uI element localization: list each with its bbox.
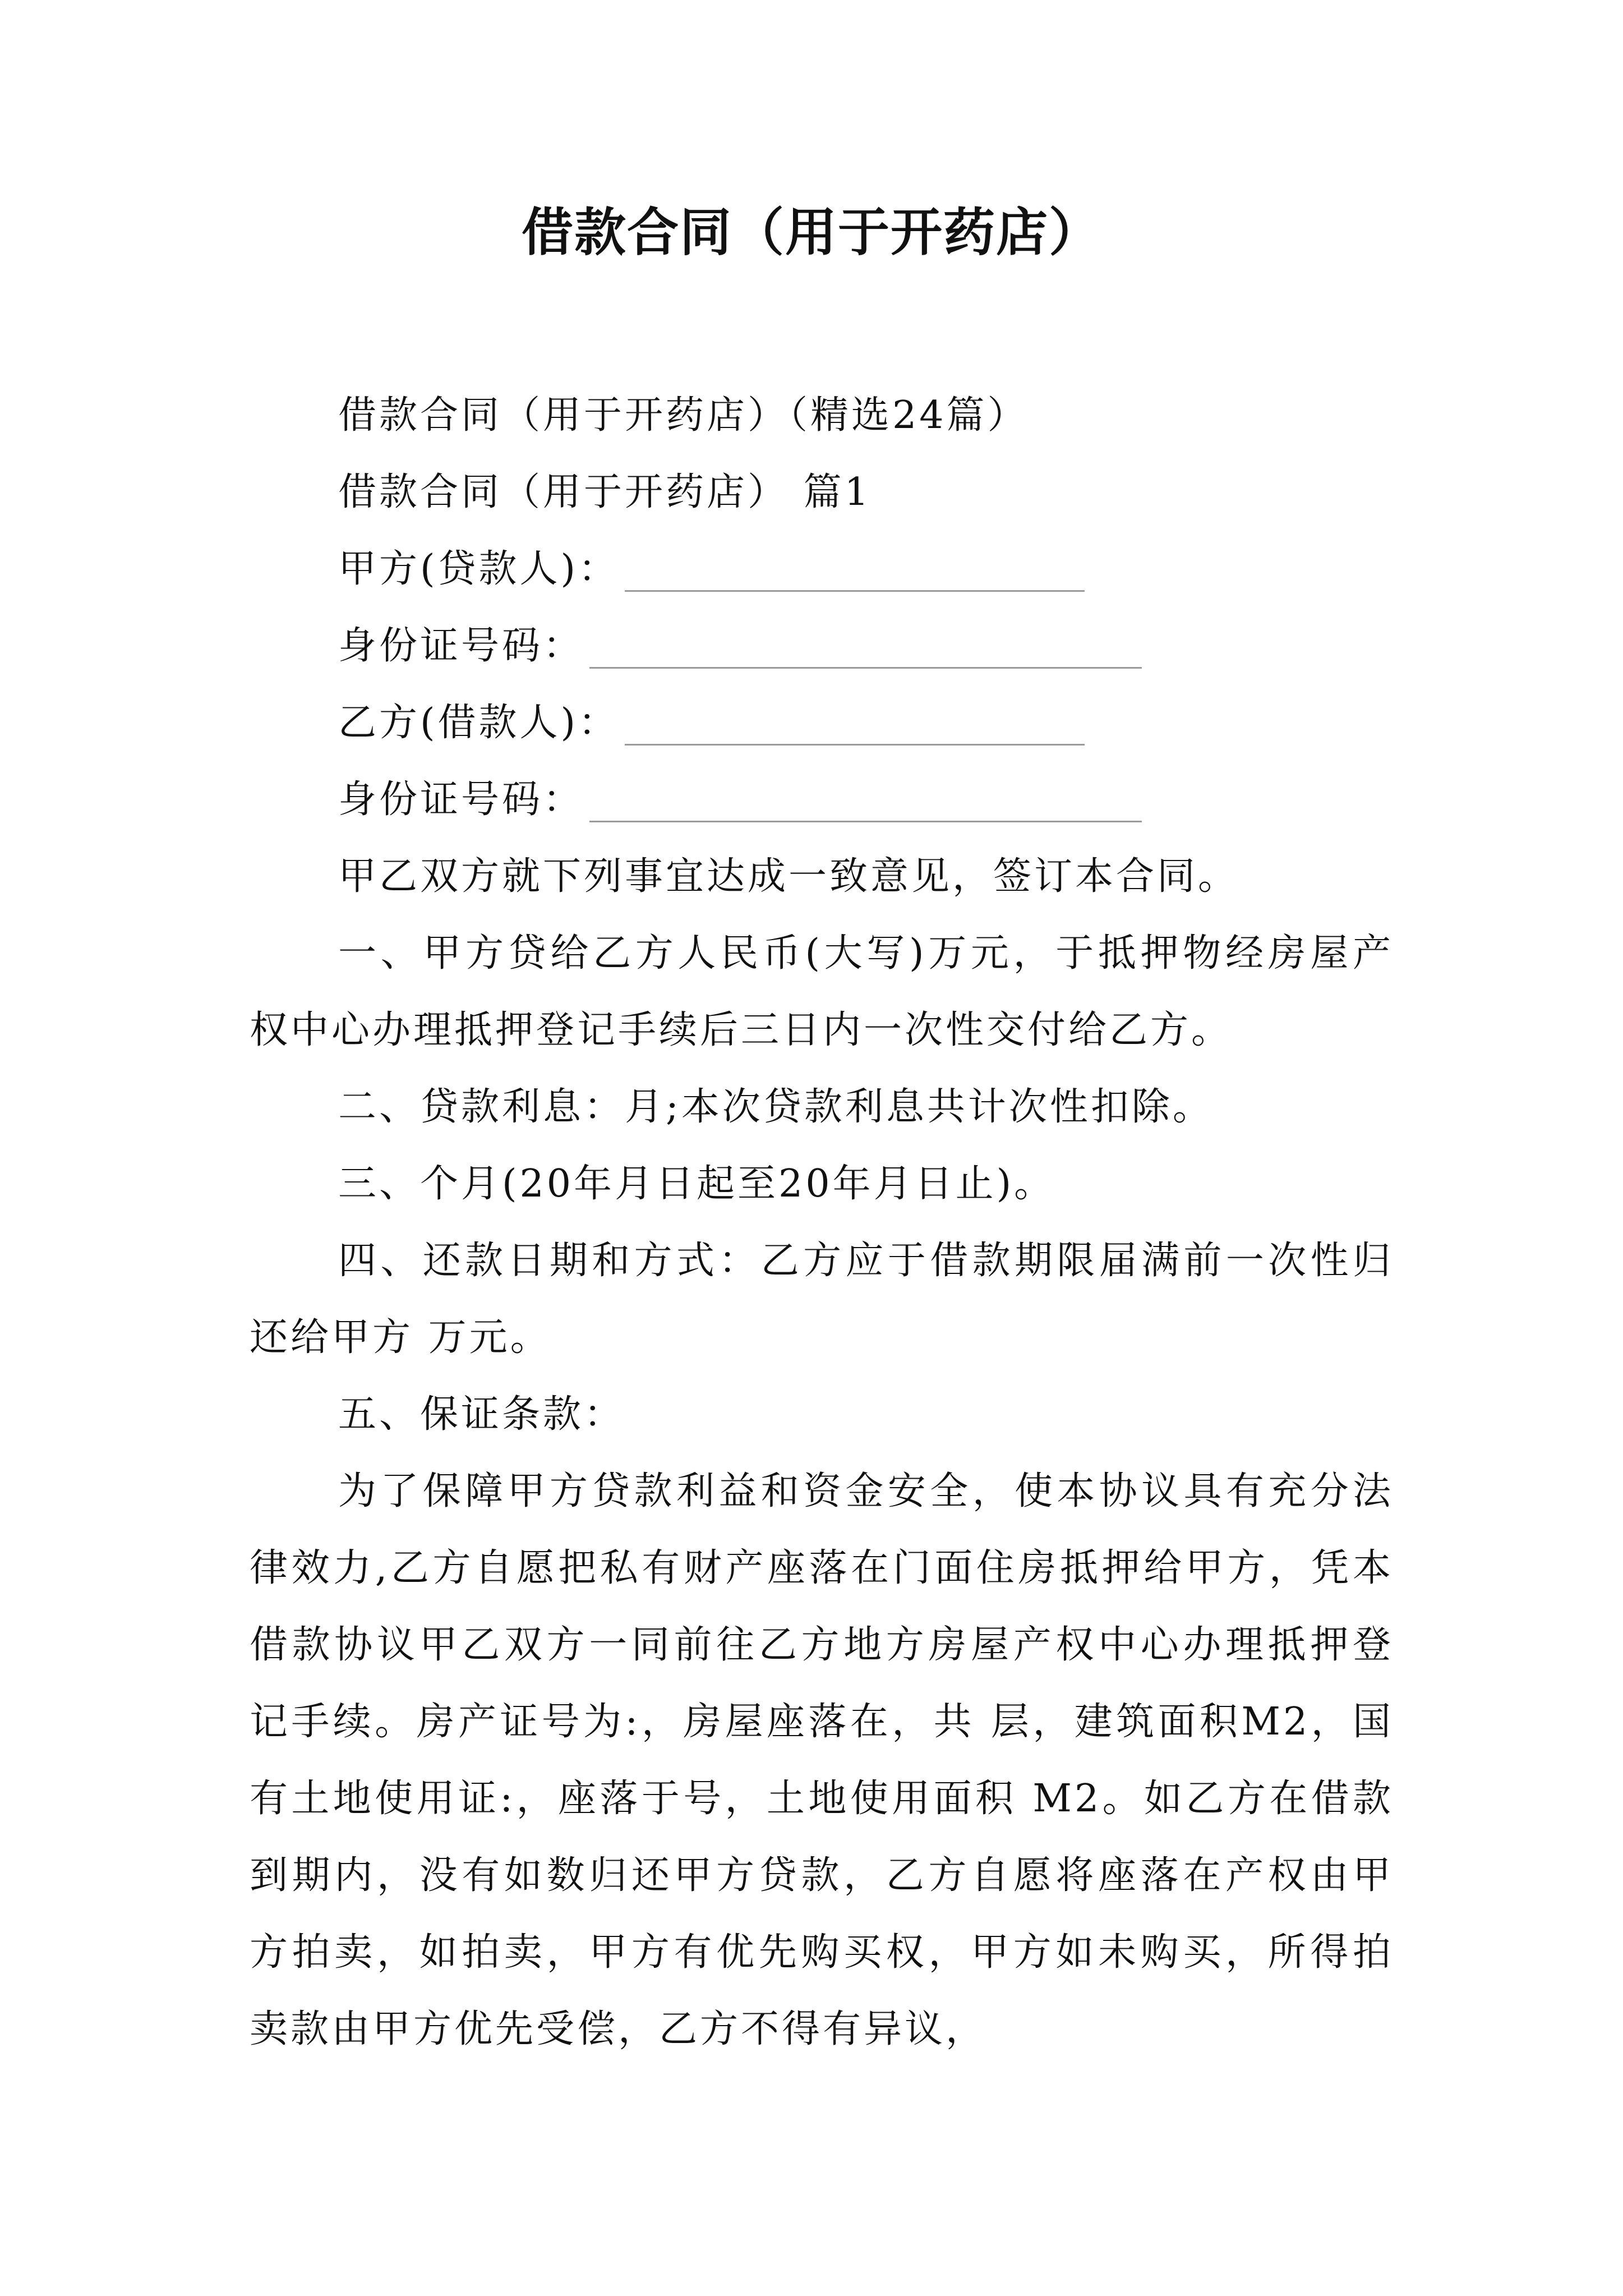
paragraph-clause-2: 二、贷款利息：月;本次贷款利息共计次性扣除。 [338, 1085, 1214, 1129]
borrower-label: 乙方(借款人)： [338, 701, 620, 745]
lender-id-blank-line [589, 636, 1142, 669]
borrower-field [250, 684, 1394, 761]
lender-id-field [250, 608, 1394, 684]
lender-blank-line [625, 559, 1085, 592]
paragraph-guarantee-terms: 为了保障甲方贷款利益和资金安全，使本协议具有充分法律效力,乙方自愿把私有财产座落在门面住房抵押给甲方，凭本借款协议甲乙双方一同前往乙方地方房屋产权中心办理抵押登记手续。房产证号为:，房屋座落在，共 层，建筑面积M2，国有土地使用证:，座落于号，土地使用面积 M2。如乙方在借款到期内，没有如数归还甲方贷款，乙方自愿将座落在产权由甲方拍卖，如拍卖，甲方有优先购买权，甲方如未购买，所得拍卖款由甲方优先受偿，乙方不得有异议， [250, 1469, 1394, 2051]
paragraph-clause-4: 四、还款日期和方式：乙方应于借款期限届满前一次性归还给甲方 万元。 [250, 1239, 1394, 1360]
borrower-id-label: 身份证号码： [338, 777, 584, 822]
section-heading: 借款合同（用于开药店） 篇1 [338, 470, 872, 514]
borrower-id-field [250, 761, 1394, 838]
document-body [250, 377, 1394, 2068]
paragraph-agreement: 甲乙双方就下列事宜达成一致意见，签订本合同。 [338, 854, 1239, 899]
borrower-blank-line [625, 712, 1085, 746]
lender-id-label: 身份证号码： [338, 624, 584, 668]
paragraph-clause-1: 一、甲方贷给乙方人民币(大写)万元，于抵押物经房屋产权中心办理抵押登记手续后三日内一次性交付给乙方。 [250, 931, 1394, 1052]
lender-label: 甲方(贷款人)： [338, 547, 620, 591]
paragraph-clause-5-heading: 五、保证条款： [338, 1392, 625, 1437]
page-title: 借款合同（用于开药店） [521, 203, 1101, 263]
document-subtitle: 借款合同（用于开药店）（精选24篇） [338, 393, 1029, 438]
paragraph-clause-3: 三、个月(20年月日起至20年月日止)。 [338, 1162, 1055, 1206]
borrower-id-blank-line [589, 789, 1142, 822]
lender-field [250, 531, 1394, 608]
